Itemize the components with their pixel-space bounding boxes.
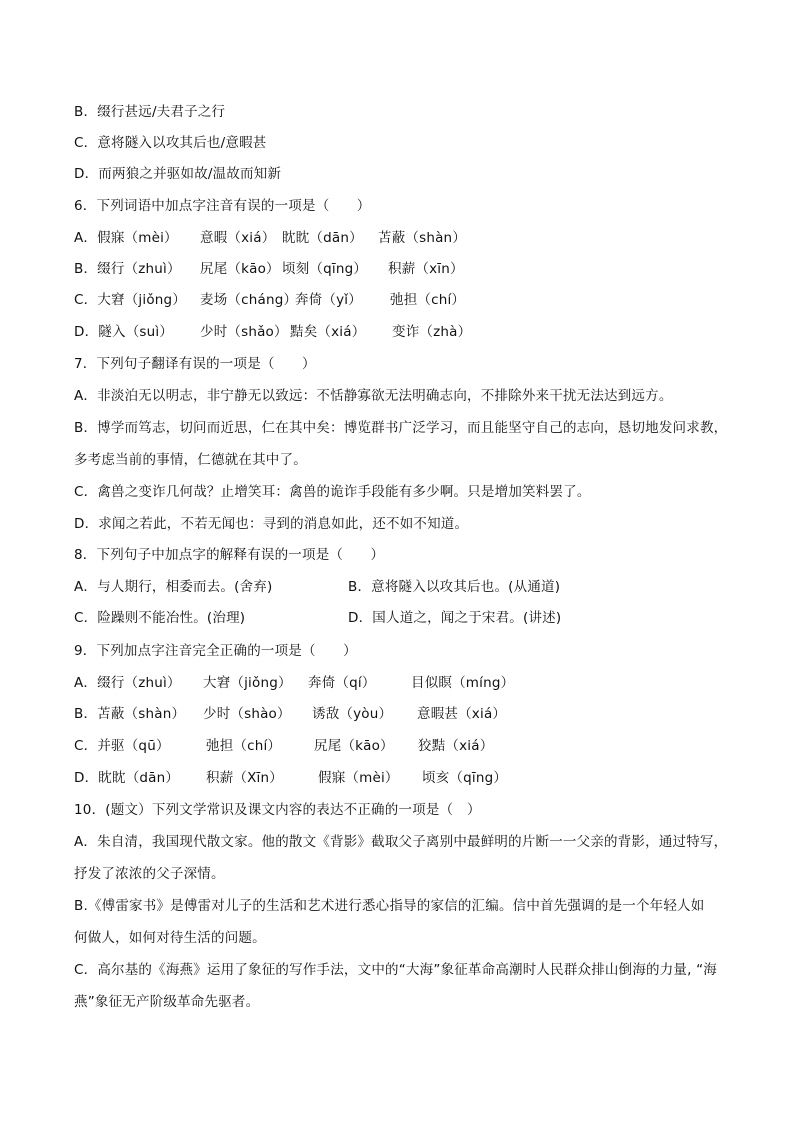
q6-d-3: 黠矣（xiá） <box>290 324 366 340</box>
q6-b-4: 积薪（xīn） <box>388 261 464 277</box>
q8-option-b: B．意将隧入以攻其后也。(从通道) <box>348 579 561 595</box>
q8-option-c: C．险躁则不能冶性。(治理) <box>74 610 246 626</box>
q9-b-3: 诱敌（yòu） <box>312 706 393 722</box>
q10-option-c-line1: C．高尔基的《海燕》运用了象征的写作手法，文中的“大海”象征革命高潮时人民群众排山倒海的力量, “海 <box>74 962 717 978</box>
q10-stem: 10．(题文）下列文学常识及课文内容的表达不正确的一项是（ ） <box>74 802 481 818</box>
q9-c-3: 尻尾（kāo） <box>314 738 394 754</box>
q10-option-b-line2: 何做人，如何对待生活的问题。 <box>74 930 266 946</box>
q7-option-c: C．禽兽之变诈几何哉？止增笑耳：禽兽的诡诈手段能有多少啊。只是增加笑料罢了。 <box>74 484 591 500</box>
q6-stem: 6．下列词语中加点字注音有误的一项是（ ） <box>74 198 371 214</box>
q6-a-1: A．假寐（mèi） <box>74 230 178 246</box>
q10-option-c-line2: 燕”象征无产阶级革命先驱者。 <box>74 994 260 1010</box>
q8-option-a: A．与人期行，相委而去。(舍弃) <box>74 579 273 595</box>
q9-a-3: 奔倚（qí） <box>308 675 376 691</box>
q10-option-b-line1: B.《傅雷家书》是傅雷对儿子的生活和艺术进行悉心指导的家信的汇编。信中首先强调的是一个年轻人如 <box>74 898 705 914</box>
q9-d-4: 顷亥（qīng） <box>422 770 508 786</box>
q7-stem: 7．下列句子翻译有误的一项是（ ） <box>74 356 316 372</box>
q9-b-2: 少时（shào） <box>203 706 291 722</box>
q9-d-3: 假寐（mèi） <box>318 770 399 786</box>
q10-option-a-line2: 抒发了浓浓的父子深情。 <box>74 866 225 882</box>
q5-option-c: C．意将隧入以攻其后也/意暇甚 <box>74 135 267 151</box>
q9-c-4: 狡黠（xiá） <box>418 738 494 754</box>
q6-a-4: 苫蔽（shàn） <box>378 230 467 246</box>
q9-c-2: 弛担（chí） <box>206 738 282 754</box>
q6-c-1: C．大窘（jiǒng） <box>74 292 187 308</box>
q5-option-d: D．而两狼之并驱如故/温故而知新 <box>74 166 282 182</box>
q6-b-3: 顷刻（qīng） <box>282 261 368 277</box>
q9-c-1: C．并驱（qū） <box>74 738 170 754</box>
q5-option-b: B．缀行甚远/夫君子之行 <box>74 104 226 120</box>
q6-c-3: 奔倚（yǐ） <box>295 292 362 308</box>
q9-d-2: 积薪（Xīn） <box>206 770 283 786</box>
q7-option-b-line2: 多考虑当前的事情，仁德就在其中了。 <box>74 452 307 468</box>
q9-a-2: 大窘（jiǒng） <box>203 675 292 691</box>
q9-b-1: B．苫蔽（shàn） <box>74 706 186 722</box>
q6-c-2: 麦场（cháng） <box>200 292 298 308</box>
q10-option-a-line1: A．朱自清，我国现代散文家。他的散文《背影》截取父子离别中最鲜明的片断一一父亲的背影，通过特写， <box>74 834 728 850</box>
q9-stem: 9．下列加点字注音完全正确的一项是（ ） <box>74 643 357 659</box>
q6-d-2: 少时（shǎo） <box>200 324 288 340</box>
q9-d-1: D．眈眈（dān） <box>74 770 180 786</box>
q9-a-4: 目似瞑（míng） <box>411 675 515 691</box>
q8-stem: 8．下列句子中加点字的解释有误的一项是（ ） <box>74 547 385 563</box>
q7-option-a: A．非淡泊无以明志，非宁静无以致远：不恬静寡欲无法明确志向，不排除外来干扰无法达到远方。 <box>74 388 673 404</box>
q6-a-2: 意暇（xiá） <box>200 230 276 246</box>
q6-d-1: D．隧入（suì） <box>74 324 174 340</box>
q6-a-3: 眈眈（dān） <box>282 230 363 246</box>
q6-d-4: 变诈（zhà） <box>392 324 472 340</box>
q6-b-1: B．缀行（zhuì） <box>74 261 181 277</box>
q7-option-b-line1: B．博学而笃志，切问而近思，仁在其中矣：博览群书广泛学习，而且能坚守自己的志向，恳切地发问求教， <box>74 420 728 436</box>
q9-a-1: A．缀行（zhuì） <box>74 675 181 691</box>
q8-option-d: D．国人道之，闻之于宋君。(讲述) <box>348 610 562 626</box>
q6-c-4: 弛担（chí） <box>390 292 466 308</box>
q7-option-d: D．求闻之若此，不若无闻也：寻到的消息如此，还不如不知道。 <box>74 516 469 532</box>
q6-b-2: 尻尾（kāo） <box>200 261 280 277</box>
q9-b-4: 意暇甚（xiá） <box>417 706 507 722</box>
